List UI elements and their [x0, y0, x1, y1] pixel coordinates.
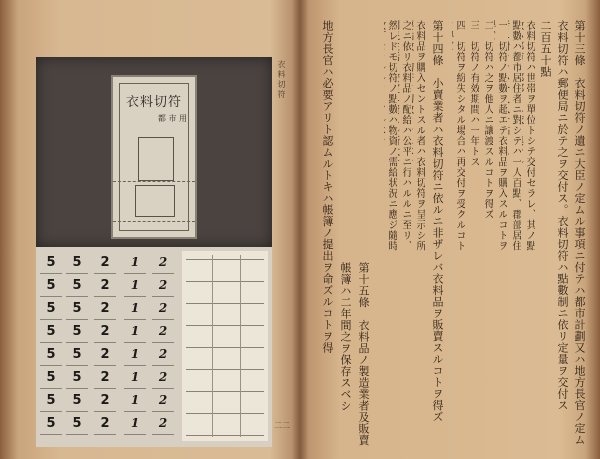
text-column: 二 切符ハ之ヲ他人ニ讓渡スルコトヲ得ズ	[482, 20, 493, 220]
coupon-cell: 5	[66, 251, 88, 274]
coupon-cell: 2	[94, 343, 116, 366]
coupon-column-1	[40, 251, 62, 443]
coupon-cell: 1	[124, 251, 146, 274]
coupon-sheet-photo	[36, 247, 272, 447]
coupon-cell: 1	[124, 366, 146, 389]
coupon-cell: 2	[152, 412, 174, 435]
coupon-cell: 5	[66, 366, 88, 389]
coupon-cell: 2	[94, 320, 116, 343]
text-column: 點數ハ都市居住者ニ對シテハ一人百點、郡部居住	[510, 20, 521, 251]
text-column: 一 切符ノ點數ヲ超エテ衣料品ヲ購入スルコトヲ	[496, 20, 507, 251]
coupon-cell: 5	[66, 274, 88, 297]
coupon-column-4	[124, 251, 146, 443]
text-column: 衣料切符ハ世帯ヲ單位トシテ交付セラレ、其ノ點	[524, 20, 535, 251]
ration-ticket-photo	[36, 57, 272, 247]
coupon-cell: 2	[94, 389, 116, 412]
coupon-cell: 1	[124, 389, 146, 412]
text-column: 三 切符ノ有效期間ハ一年トス	[468, 20, 479, 167]
coupon-cell: 2	[94, 274, 116, 297]
text-column: 第十三條 衣料切符ノ遺ニ大臣ノ定ムル事項ニ付テハ都市計劃又ハ地方長官ノ定ム	[573, 20, 586, 446]
text-column: 第十五條 衣料品ノ製造業者及販賣	[357, 262, 370, 446]
coupon-cell: 2	[94, 412, 116, 435]
coupon-cell: 1	[124, 412, 146, 435]
coupon-cell: 5	[40, 251, 62, 274]
coupon-cell: 5	[66, 343, 88, 366]
clothing-ticket	[111, 75, 197, 239]
ticket-subtitle: 都 市 用	[157, 114, 187, 123]
coupon-cell: 5	[40, 366, 62, 389]
text-column: 地方長官ハ必要アリト認ムルトキハ帳簿ノ提出ヲ命ズルコトヲ得	[321, 20, 334, 354]
ticket-box-lower	[135, 185, 175, 217]
coupon-cell: 1	[124, 320, 146, 343]
ticket-title: 衣料切符	[125, 95, 182, 110]
coupon-cell: 1	[124, 274, 146, 297]
text-column: 四 切符ヲ紛失シタル場合ハ再交付ヲ受クルコト	[454, 20, 465, 251]
text-column: 帳簿ハ二年間之ヲ保存スベシ	[339, 262, 352, 412]
running-title: 衣料切符	[277, 60, 286, 100]
text-column: 衣料切符ハ郵便局ニ於テ之ヲ交付ス。衣料切符ハ點數制ニ依リ定量ヲ交付ス	[556, 20, 569, 411]
coupon-cell: 5	[66, 320, 88, 343]
coupon-cell: 2	[152, 366, 174, 389]
coupon-cell: 2	[152, 389, 174, 412]
coupon-column-5	[152, 251, 174, 443]
page-gutter	[292, 0, 308, 459]
coupon-cell: 2	[152, 251, 174, 274]
text-column: 之ニ依リ衣料品ノ配給ハ公平ニ行ハルルニ至リ、	[400, 20, 411, 251]
coupon-cell: 5	[66, 389, 88, 412]
coupon-column-2	[66, 251, 88, 443]
text-column: 二百五十點	[539, 20, 552, 78]
text-column: 然レドモ切符ノ點數ハ物資ノ需給状況ニ應ジ隨時	[386, 20, 397, 251]
coupon-cell: 2	[94, 297, 116, 320]
coupon-detail-sheet	[182, 251, 268, 441]
coupon-cell: 2	[152, 343, 174, 366]
coupon-cell: 5	[40, 389, 62, 412]
coupon-cell: 5	[40, 297, 62, 320]
ticket-box	[138, 137, 174, 181]
coupon-cell: 2	[152, 297, 174, 320]
coupon-cell: 5	[40, 412, 62, 435]
coupon-cell: 2	[94, 251, 116, 274]
page-number: 二二	[274, 421, 290, 430]
coupon-cell: 2	[152, 320, 174, 343]
coupon-cell: 5	[66, 297, 88, 320]
text-column: 衣料品ヲ購入セントスル者ハ衣料切符ヲ呈示シ所	[414, 20, 425, 251]
coupon-cell: 5	[40, 320, 62, 343]
coupon-cell: 5	[66, 412, 88, 435]
text-column: 第十四條 小賣業者ハ衣料切符ニ依ルニ非ザレバ衣料品ヲ販賣スルコトヲ得ズ	[431, 20, 444, 423]
coupon-cell: 2	[152, 274, 174, 297]
coupon-cell: 5	[40, 274, 62, 297]
coupon-column-3	[94, 251, 116, 443]
coupon-cell: 1	[124, 297, 146, 320]
coupon-cell: 2	[94, 366, 116, 389]
coupon-cell: 5	[40, 343, 62, 366]
coupon-cell: 1	[124, 343, 146, 366]
